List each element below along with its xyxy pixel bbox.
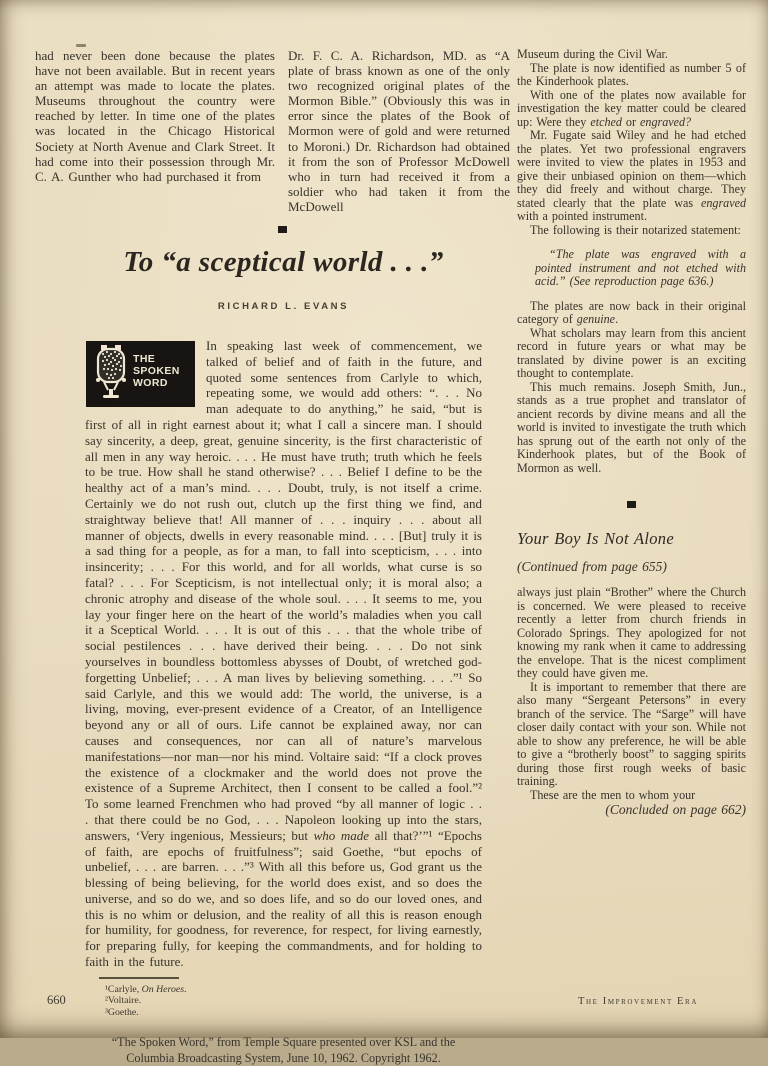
text-segment: engraved? <box>640 114 692 129</box>
text-segment: On Heroes <box>141 983 185 995</box>
paragraph <box>517 300 746 327</box>
paragraph <box>517 48 746 62</box>
logo-line: THE <box>133 353 156 365</box>
footnote <box>105 1007 482 1019</box>
text-segment: ¹Carlyle, <box>105 983 142 995</box>
logo-text <box>133 353 180 389</box>
text-segment: ²Voltaire. <box>105 995 142 1007</box>
byline: RICHARD L. EVANS <box>217 301 350 312</box>
column-2 <box>288 48 510 214</box>
paragraph <box>517 89 746 130</box>
text-segment: Mr. Fugate said Wiley and he had etched the plates. Yet two professional engravers were invited to view the plates in 1953 and give their unbiased opinion on them—which they did freely and without charge. They stated clearly that the plate was <box>517 128 746 210</box>
text-segment: . <box>615 312 619 326</box>
credit-line: “The Spoken Word,” from Temple Square presented over KSL and the <box>111 1034 456 1049</box>
continued-from-note: (Continued from page 655) <box>517 558 667 574</box>
square-end-marker-icon <box>278 226 287 233</box>
text-segment: With one of the plates now available for investigation the key matter could be cleared up: Were they <box>517 87 746 129</box>
magazine-name: The Improvement Era <box>577 996 698 1007</box>
article-body <box>85 338 482 970</box>
text-segment: What scholars may learn from this ancient record in future years or what may be translated by divine power is an exciting thought to contemplate. <box>517 325 746 380</box>
paragraph <box>517 129 746 224</box>
article-title: To “a sceptical world . . .” <box>123 246 444 278</box>
text-segment: etched <box>590 114 622 129</box>
paragraph <box>517 381 746 476</box>
text-segment: all that?’”¹ “Epochs of faith, are epochs of fruitfulness”; said Goethe, “but epochs of unbelief, . . . are barren. . . .”³ With all this before us, God grant us the blessing of being believing, for the world does exist, and so does the universe, and so do we, and so does life, and so do our loved ones, and this is no whim or delusion, and the reality of all this is reason enough for humility, for goodness, for reverence, for respect, for living earnestly, for preparing fully, for keeping the commandments, and for holding to faith in the future. <box>85 827 482 970</box>
paragraph <box>517 62 746 89</box>
text-segment: or <box>621 114 641 129</box>
microphone-icon <box>92 345 130 403</box>
text-segment: with a pointed instrument. <box>517 209 647 223</box>
text-segment: This much remains. Joseph Smith, Jun., stands as a true prophet and translator of ancient records by divine means and all the world is invited to investigate the truth which has sprung out of the earth not only of the Kinderhook plates, but of the Book of Mormon as well. <box>517 379 746 475</box>
concluded-on-note: (Concluded on page 662) <box>605 802 746 817</box>
footnote-rule <box>99 977 179 979</box>
credit-line: Columbia Broadcasting System, June 10, 1962. Copyright 1962. <box>126 1050 441 1065</box>
broadcast-credit <box>85 1034 482 1066</box>
scan-artifact <box>76 44 86 47</box>
page-number: 660 <box>47 993 66 1007</box>
text-segment: engraved <box>701 195 746 210</box>
text-segment: In speaking last week of commencement, we talked of belief and of faith in the future, and quoted some sentences from Carlyle to which, repeating some, we would add others: “. . . No man adequate to do anything,” he said, “but is first of all in right earnest about it; what I call a sincere man. I should say sincerity, a deep, great, genuine sincerity, is the first characteristic of all men in any way heroic. . . . He must have truth; truth which he feels to be true. How shall he stand otherwise? . . . Belief I define to be the healthy act of a man’s mind. . . . Doubt, truly, is not itself a crime. Certainly we do not rush out, clutch up the first thing we find, and straightway believe that! All manner of . . . inquiry . . . about all manner of objects, dwells in every reasonable mind. . . . [But] truly it is a sad thing for a people, as for a man, to fall into scepticism, . . . into insincerity; . . . For this world, and for all worlds, what curse is so fatal? . . . For Scepticism, is not intellectual only; it is moral also; a chronic atrophy and disease of the whole soul. . . . It seems to me, you lay your finger here on the heart of the world’s maladies when you call it a Sceptical World. . . . It is out of this . . . that the whole tribe of social pestilences . . . have derived their being. . . . Do not sink yourselves in boundless bottomless abysses of Doubt, of wretched god-forgetting Unbelief; . . . A man lives by believing something. . . .”¹ So said Carlyle, and this we would add: The world, the universe, is a living, moving, ever-present evidence of a Creator, of an Intelligence beyond any or all of ours. Life cannot be explained away, nor can causes and consequences, nor can all of nature’s marvelous manifestations—nor man—nor his mind. Voltaire said: “If a clock proves the existence of a clockmaker and the world does not prove the existence of a Supreme Architect, then I consent to be called a fool.”² To some learned Frenchmen who had proved “by all manner of logic . . . that there could be no God, . . . Napoleon looking up into the stars, answers, ‘Very ingenious, Messieurs; but <box>85 338 482 843</box>
paragraph: Dr. F. C. A. Richardson, MD. as “A plate of brass known as one of the only two recognized original plates of the Mormon Bible.” (Obviously this was in error since the plates of the Book of Mormon were of gold and were returned to Moroni.) Dr. Richardson had obtained it from the son of Professor McDowell who in turn had received it from a soldier who had taken it from the McDowell <box>288 48 510 214</box>
text-segment: Museum during the Civil War. <box>517 47 668 61</box>
text-segment: genuine <box>576 312 616 326</box>
square-end-marker-icon <box>627 501 636 508</box>
text-segment: ³Goethe. <box>105 1007 139 1019</box>
footnote <box>105 984 482 996</box>
text-segment: The plates are now back in their original category of <box>517 298 746 326</box>
text-segment: . <box>184 983 187 995</box>
footnotes <box>105 984 482 1019</box>
paragraph: had never been done because the plates have not been available. But in recent years an attempt was made to locate the plates. Museums throughout the country were reached by letter. In time one of the plates was located in the Chicago Historical Society at North Avenue and Clark Street. It had come into their possession through Mr. C. A. Gunther who had purchased it from <box>35 48 275 184</box>
column-3 <box>517 48 746 817</box>
your-boy-heading: Your Boy Is Not Alone <box>517 529 674 548</box>
logo-line: SPOKEN <box>133 365 180 377</box>
paragraph: These are the men to whom your <box>530 787 696 802</box>
spoken-word-article <box>85 240 482 1066</box>
paragraph: always just plain “Brother” where the Church is concerned. We were pleased to receive recently a letter from church friends in Colorado Springs. They apologized for not knowing my rank when it came to addressing the envelope. That is the nicest compliment they could have given me. <box>517 585 746 680</box>
text-segment: The following is their notarized statement: <box>530 222 741 237</box>
text-segment: page 636.) <box>660 274 714 288</box>
footnote <box>105 995 482 1007</box>
text-segment: who made <box>313 827 369 843</box>
text-segment: “The plate was engraved with a pointed instrument and not etched with acid.” (See reproduction <box>535 247 746 288</box>
column-1 <box>35 48 275 184</box>
paragraph: It is important to remember that there are also many “Sergeant Petersons” in every branch of the service. The “Sarge” will have closer daily contact with your son. While not able to show any preference, he will be able to give a “brotherly boost” to sagging spirits during those first rough weeks of basic training. <box>517 679 746 788</box>
spoken-word-logo <box>87 342 194 406</box>
text-segment: The plate is now identified as number 5 of the Kinderhook plates. <box>517 60 746 88</box>
notarized-statement-quote <box>517 248 746 289</box>
paragraph <box>517 224 746 238</box>
paragraph <box>517 327 746 381</box>
article-body-text <box>85 338 482 969</box>
logo-line: WORD <box>133 377 168 389</box>
